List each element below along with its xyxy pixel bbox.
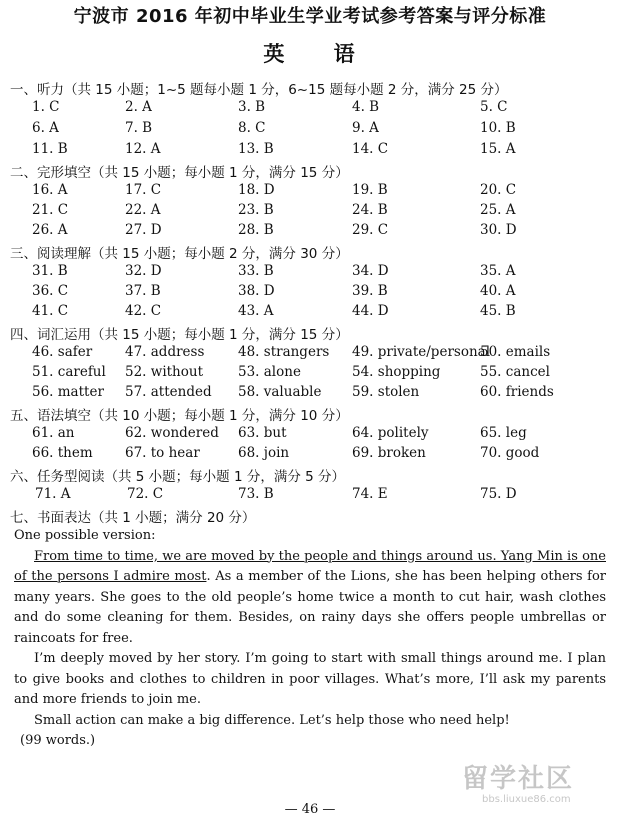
essay-paragraph-1 (14, 547, 606, 650)
essay-intro: One possible version: (14, 528, 156, 543)
answer-item: 59. stolen (352, 384, 420, 400)
answer-item: 16. A (32, 182, 68, 198)
answer-item: 21. C (32, 202, 69, 218)
answer-item: 45. B (480, 303, 516, 319)
answer-item: 27. D (125, 222, 162, 238)
section-cloze: 二、完形填空（共 15 小题；每小题 1 分，满分 15 分） (10, 165, 349, 181)
page-number: — 46 — (284, 802, 336, 817)
answer-item: 48. strangers (238, 344, 330, 360)
section-task-reading: 六、任务型阅读（共 5 小题；每小题 1 分，满分 5 分） (10, 469, 346, 485)
answer-item: 26. A (32, 222, 68, 238)
answer-item: 1. C (32, 99, 60, 115)
answer-row (0, 486, 620, 506)
answer-item: 20. C (480, 182, 517, 198)
answer-row (0, 222, 620, 242)
answer-item: 6. A (32, 120, 59, 136)
answer-item: 29. C (352, 222, 389, 238)
answer-item: 39. B (352, 283, 388, 299)
answer-item: 17. C (125, 182, 162, 198)
answer-item: 31. B (32, 263, 68, 279)
answer-item: 10. B (480, 120, 516, 136)
answer-row (0, 344, 620, 364)
answer-item: 33. B (238, 263, 274, 279)
answer-row (0, 202, 620, 222)
answer-item: 2. A (125, 99, 152, 115)
answer-item: 18. D (238, 182, 275, 198)
answer-item: 30. D (480, 222, 517, 238)
answer-item: 49. private/personal (352, 344, 491, 360)
subject-heading: 英 语 (263, 42, 357, 66)
watermark-url: bbs.liuxue86.com (482, 794, 571, 805)
answer-item: 9. A (352, 120, 379, 136)
answer-item: 58. valuable (238, 384, 322, 400)
answer-row (0, 384, 620, 404)
answer-item: 4. B (352, 99, 380, 115)
answer-item: 67. to hear (125, 445, 200, 461)
answer-item: 75. D (480, 486, 517, 502)
answer-item: 61. an (32, 425, 75, 441)
answer-item: 73. B (238, 486, 274, 502)
answer-row (0, 303, 620, 323)
essay-paragraph-3: Small action can make a big difference. Let’s help those who need help! (34, 712, 510, 728)
answer-item: 23. B (238, 202, 274, 218)
section-grammar: 五、语法填空（共 10 小题；每小题 1 分，满分 10 分） (10, 408, 349, 424)
answer-item: 14. C (352, 141, 389, 157)
answer-item: 72. C (127, 486, 164, 502)
answer-item: 5. C (480, 99, 508, 115)
answer-row (0, 99, 620, 119)
answer-item: 13. B (238, 141, 274, 157)
watermark-text: 留学社区 (462, 764, 575, 794)
answer-item: 40. A (480, 283, 516, 299)
essay-underlined-sentence: From time to time, we are moved by the people and things around us. Yang Min is one of the persons I admire most (14, 548, 606, 584)
answer-item: 25. A (480, 202, 516, 218)
answer-item: 11. B (32, 141, 68, 157)
answer-row (0, 120, 620, 140)
essay-paragraph-2: I’m deeply moved by her story. I’m going to start with small things around me. I plan to give books and clothes to children in poor villages. What’s more, I’ll ask my parents and more friends to join me. (14, 651, 606, 707)
answer-item: 34. D (352, 263, 389, 279)
answer-item: 66. them (32, 445, 93, 461)
answer-item: 62. wondered (125, 425, 219, 441)
answer-item: 8. C (238, 120, 266, 136)
answer-item: 70. good (480, 445, 540, 461)
answer-item: 41. C (32, 303, 69, 319)
answer-item: 53. alone (238, 364, 301, 380)
answer-item: 37. B (125, 283, 161, 299)
essay-word-count: (99 words.) (20, 733, 96, 748)
answer-row (0, 364, 620, 384)
answer-item: 50. emails (480, 344, 551, 360)
answer-item: 28. B (238, 222, 274, 238)
answer-item: 47. address (125, 344, 205, 360)
answer-row (0, 263, 620, 283)
answer-item: 22. A (125, 202, 161, 218)
answer-item: 46. safer (32, 344, 93, 360)
answer-item: 51. careful (32, 364, 106, 380)
section-reading: 三、阅读理解（共 15 小题；每小题 2 分，满分 30 分） (10, 246, 349, 262)
answer-item: 38. D (238, 283, 275, 299)
section-listening: 一、听力（共 15 小题；1~5 题每小题 1 分，6~15 题每小题 2 分，满分 25 分） (10, 82, 508, 98)
answer-item: 68. join (238, 445, 290, 461)
answer-item: 65. leg (480, 425, 527, 441)
section-writing: 七、书面表达（共 1 小题；满分 20 分） (10, 510, 256, 526)
answer-item: 32. D (125, 263, 162, 279)
answer-item: 15. A (480, 141, 516, 157)
answer-row (0, 182, 620, 202)
answer-item: 56. matter (32, 384, 104, 400)
essay-paragraph-1-rest: . As a member of the Lions, she has been helping others for many years. She goes to the old people’s home twice a month to cut hair, wash clothes and do some cleaning for them. Besides, on rainy days she offers people umbrellas or raincoats for free. (14, 569, 606, 646)
answer-item: 71. A (35, 486, 71, 502)
essay-sample (14, 526, 606, 752)
answer-item: 35. A (480, 263, 516, 279)
answer-item: 60. friends (480, 384, 554, 400)
answer-item: 36. C (32, 283, 69, 299)
answer-item: 57. attended (125, 384, 212, 400)
answer-item: 42. C (125, 303, 162, 319)
answer-item: 19. B (352, 182, 388, 198)
answer-item: 64. politely (352, 425, 429, 441)
answer-item: 52. without (125, 364, 204, 380)
answer-item: 54. shopping (352, 364, 441, 380)
answer-row (0, 283, 620, 303)
answer-item: 44. D (352, 303, 389, 319)
answer-item: 69. broken (352, 445, 426, 461)
answer-item: 74. E (352, 486, 388, 502)
answer-row (0, 425, 620, 445)
answer-item: 55. cancel (480, 364, 550, 380)
section-vocabulary: 四、词汇运用（共 15 小题；每小题 1 分，满分 15 分） (10, 327, 349, 343)
answer-item: 63. but (238, 425, 287, 441)
answer-item: 24. B (352, 202, 388, 218)
answer-row (0, 445, 620, 465)
answer-item: 12. A (125, 141, 161, 157)
answer-item: 43. A (238, 303, 274, 319)
document-title: 宁波市 2016 年初中毕业生学业考试参考答案与评分标准 (73, 6, 547, 27)
answer-row (0, 141, 620, 161)
answer-item: 3. B (238, 99, 266, 115)
answer-item: 7. B (125, 120, 153, 136)
